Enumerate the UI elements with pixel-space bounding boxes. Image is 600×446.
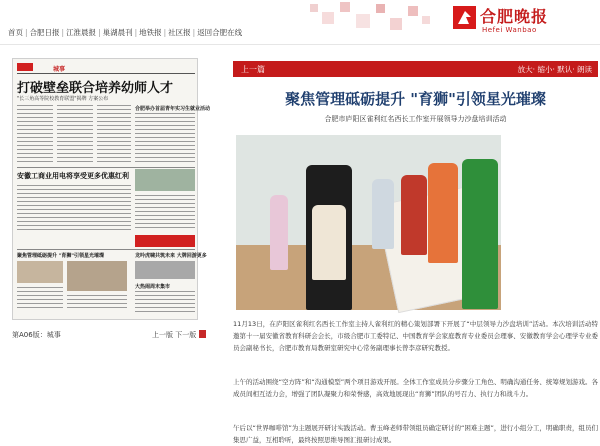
thumb-headline: 打破壁垒联合培养幼师人才	[17, 81, 174, 96]
thumb-text-line	[135, 117, 195, 118]
photo-person	[428, 163, 458, 263]
header-decoration	[300, 0, 440, 44]
thumb-text-line	[135, 199, 195, 200]
thumb-text-line	[97, 141, 131, 142]
thumb-text-line	[17, 185, 131, 186]
thumb-photo	[17, 261, 63, 283]
thumb-text-line	[135, 113, 195, 114]
nav-separator: |	[25, 28, 28, 37]
thumb-text-line	[17, 109, 53, 110]
thumb-edition-tag: 城事	[53, 66, 66, 73]
thumb-text-line	[97, 113, 131, 114]
thumb-text-line	[17, 201, 131, 202]
thumb-text-line	[17, 303, 63, 304]
article-paragraph: 上午的活动围绕“空方阵”和“沟通模型”两个项目游戏开展。全体工作室成员分步骤分工角色、明确沟通任务、统筹规划游戏。各成员间相互适力会，增强了团队凝聚力和荣誉感，高效地展现出“育狮”团队的号召力、执行力和战斗力。	[233, 378, 598, 398]
thumb-text-line	[57, 157, 93, 158]
thumb-text-line	[17, 287, 63, 288]
nav-item-community-paper[interactable]: 社区报	[168, 28, 191, 37]
read-aloud-button[interactable]: 朗读	[577, 65, 592, 74]
article-title: 聚焦管理砥砺提升 "育狮"引领星光璀璨	[285, 90, 546, 108]
thumb-text-line	[97, 157, 131, 158]
thumb-text-line	[135, 303, 195, 304]
thumb-text-line	[17, 113, 53, 114]
thumb-text-line	[135, 215, 195, 216]
thumb-text-line	[57, 149, 93, 150]
thumb-text-line	[97, 149, 131, 150]
zoom-out-button[interactable]: 缩小	[537, 65, 553, 74]
article-toolbar	[233, 61, 598, 77]
thumb-text-line	[97, 121, 131, 122]
logo-title: 合肥晚报	[480, 7, 549, 26]
newspaper-page-thumbnail[interactable]	[12, 58, 211, 320]
thumb-text-line	[17, 225, 131, 226]
thumb-text-line	[57, 121, 93, 122]
thumb-subhead: "长三角高等院校教育联盟"揭牌 方案公布	[17, 96, 109, 102]
thumb-text-line	[17, 141, 53, 142]
thumb-text-line	[67, 295, 127, 296]
photo-person	[462, 159, 498, 309]
next-page-link[interactable]: 下一版	[175, 331, 197, 339]
thumb-text-line	[17, 157, 53, 158]
thumb-text-line	[135, 211, 195, 212]
thumb-text-line	[135, 145, 195, 146]
thumb-text-line	[135, 133, 195, 134]
thumb-text-line	[135, 161, 195, 162]
photo-person	[270, 195, 288, 270]
thumb-text-line	[17, 217, 131, 218]
thumb-text-line	[135, 137, 195, 138]
thumb-text-line	[97, 161, 131, 162]
thumb-text-line	[97, 153, 131, 154]
thumb-text-line	[17, 299, 63, 300]
thumb-text-line	[17, 205, 131, 206]
thumb-text-line	[17, 105, 53, 106]
pdf-icon[interactable]	[199, 330, 206, 338]
thumb-text-line	[135, 125, 195, 126]
nav-item-metro-paper[interactable]: 地铁报	[139, 28, 162, 37]
thumb-text-line	[57, 113, 93, 114]
thumb-text-line	[17, 193, 131, 194]
thumb-text-line	[17, 129, 53, 130]
thumb-text-line	[17, 295, 63, 296]
nav-separator: |	[98, 28, 101, 37]
thumb-text-line	[17, 153, 53, 154]
edition-badge	[17, 63, 33, 71]
thumb-text-line	[17, 137, 53, 138]
page-info: 第A06版：城事	[12, 331, 61, 339]
article-paragraph: 11月13日，在庐阳区雀利红名西长工作室主持人雀利红的精心策划部署下开展了“中层领导力沙盘培训”活动。本次培训活动特邀第十一届安徽省教育科研会会长，市级合肥市工委特记、中国教育学会家庭教育专业委员会理事、安徽教育学会心理学专业委员会副秘书长，合肥市教育局教研室研究中心常务副理事长曾李彦研究教授。	[233, 320, 598, 352]
thumb-text-line	[17, 117, 53, 118]
thumb-text-line	[57, 133, 93, 134]
thumb-text-line	[17, 121, 53, 122]
thumb-text-line	[17, 133, 53, 134]
nav-item-back-to-hefei-online[interactable]: 返回合肥在线	[197, 28, 243, 37]
thumb-text-line	[135, 207, 195, 208]
thumb-text-line	[135, 311, 195, 312]
nav-separator: |	[61, 28, 65, 37]
thumb-text-line	[97, 133, 131, 134]
thumb-text-line	[57, 109, 93, 110]
default-size-button[interactable]: 默认	[557, 65, 573, 74]
thumb-text-line	[17, 161, 53, 162]
thumb-text-line	[17, 291, 63, 292]
thumb-text-line	[17, 149, 53, 150]
thumb-text-line	[67, 307, 127, 308]
page-pager	[152, 330, 206, 340]
thumb-text-line	[67, 303, 127, 304]
thumb-text-line	[57, 125, 93, 126]
article-paragraph: 午后以“世界咖啡馆”为主题展开研讨实践活动。曹玉峰老师带领组员确定研讨的“困难主题”，进行小组分工，明确职责，组员们集思广益，互相聆听，最终按照思维导图汇报研讨成果。	[233, 424, 598, 444]
article-photo	[236, 135, 501, 310]
thumb-text-line	[97, 129, 131, 130]
thumb-mid-headline: 安徽工商业用电将享受更多优惠红利	[17, 171, 129, 180]
thumb-text-line	[135, 141, 195, 142]
thumb-text-line	[57, 153, 93, 154]
thumb-text-line	[135, 203, 195, 204]
thumb-text-line	[17, 145, 53, 146]
article-tools: 放大· 缩小· 默认· 朗读	[517, 65, 592, 74]
thumb-text-line	[17, 125, 53, 126]
thumb-text-line	[135, 149, 195, 150]
nav-separator: |	[163, 28, 167, 37]
thumb-lower-headline: 大热闹周末集市	[135, 284, 171, 290]
top-navigation	[8, 27, 242, 38]
thumb-rule	[17, 167, 195, 168]
thumb-text-line	[135, 121, 195, 122]
thumb-text-line	[135, 291, 195, 292]
thumb-text-line	[135, 223, 195, 224]
thumb-text-line	[17, 221, 131, 222]
prev-article-link[interactable]: 上一篇	[241, 65, 265, 74]
header-divider	[0, 44, 600, 45]
thumb-text-line	[135, 129, 195, 130]
photo-person	[401, 175, 427, 255]
thumb-text-line	[135, 295, 195, 296]
thumb-photo	[67, 261, 127, 291]
thumb-text-line	[17, 209, 131, 210]
thumb-text-line	[135, 195, 195, 196]
thumb-red-banner	[135, 235, 195, 247]
thumb-text-line	[135, 227, 195, 228]
nav-separator: |	[134, 28, 138, 37]
thumb-text-line	[97, 125, 131, 126]
thumb-text-line	[135, 299, 195, 300]
thumb-text-line	[17, 213, 131, 214]
nav-item-hefei-daily[interactable]: 合肥日报	[29, 28, 60, 37]
thumb-text-line	[57, 161, 93, 162]
thumb-text-line	[135, 307, 195, 308]
prev-page-link[interactable]: 上一版	[152, 331, 173, 339]
thumb-text-line	[97, 145, 131, 146]
thumb-text-line	[97, 109, 131, 110]
photo-person	[312, 205, 346, 280]
thumb-text-line	[17, 197, 131, 198]
thumb-lower-headline: 聚焦管理砥砺提升 "育狮"引领星光璀璨	[17, 253, 104, 259]
photo-person	[372, 179, 394, 249]
nav-item-jianghuai-morning[interactable]: 江淮晨报	[66, 28, 97, 37]
thumb-lower-headline: 龙吟虎啸共筑未来 大牌回游更多	[135, 253, 207, 259]
thumb-text-line	[135, 219, 195, 220]
thumb-text-line	[135, 157, 195, 158]
thumb-text-line	[97, 137, 131, 138]
thumb-side-headline: 合肥举办首届青年实习生就业活动	[135, 106, 211, 112]
zoom-in-button[interactable]: 放大	[517, 65, 533, 74]
thumb-text-line	[17, 229, 131, 230]
nav-item-home[interactable]: 首页	[8, 28, 23, 37]
nav-item-chaohu-morning[interactable]: 巢湖晨刊	[102, 28, 133, 37]
thumb-text-line	[57, 137, 93, 138]
thumb-text-line	[57, 141, 93, 142]
thumb-rule	[17, 73, 195, 74]
logo-subtitle: Hefei Wanbao	[482, 26, 537, 34]
site-header	[0, 0, 600, 44]
nav-separator: |	[192, 28, 196, 37]
article-subtitle: 合肥市庐阳区雀利红名西长工作室开展领导力沙盘培训活动	[324, 115, 507, 123]
thumb-text-line	[67, 299, 127, 300]
thumb-photo	[135, 261, 195, 279]
thumb-text-line	[17, 307, 63, 308]
thumb-text-line	[135, 153, 195, 154]
thumb-text-line	[57, 129, 93, 130]
thumb-text-line	[97, 105, 131, 106]
thumb-rule	[17, 249, 195, 250]
thumb-text-line	[97, 117, 131, 118]
thumb-photo	[135, 169, 195, 191]
thumb-text-line	[57, 117, 93, 118]
thumb-text-line	[57, 105, 93, 106]
thumb-text-line	[17, 189, 131, 190]
thumb-text-line	[57, 145, 93, 146]
logo-mark	[453, 6, 476, 29]
